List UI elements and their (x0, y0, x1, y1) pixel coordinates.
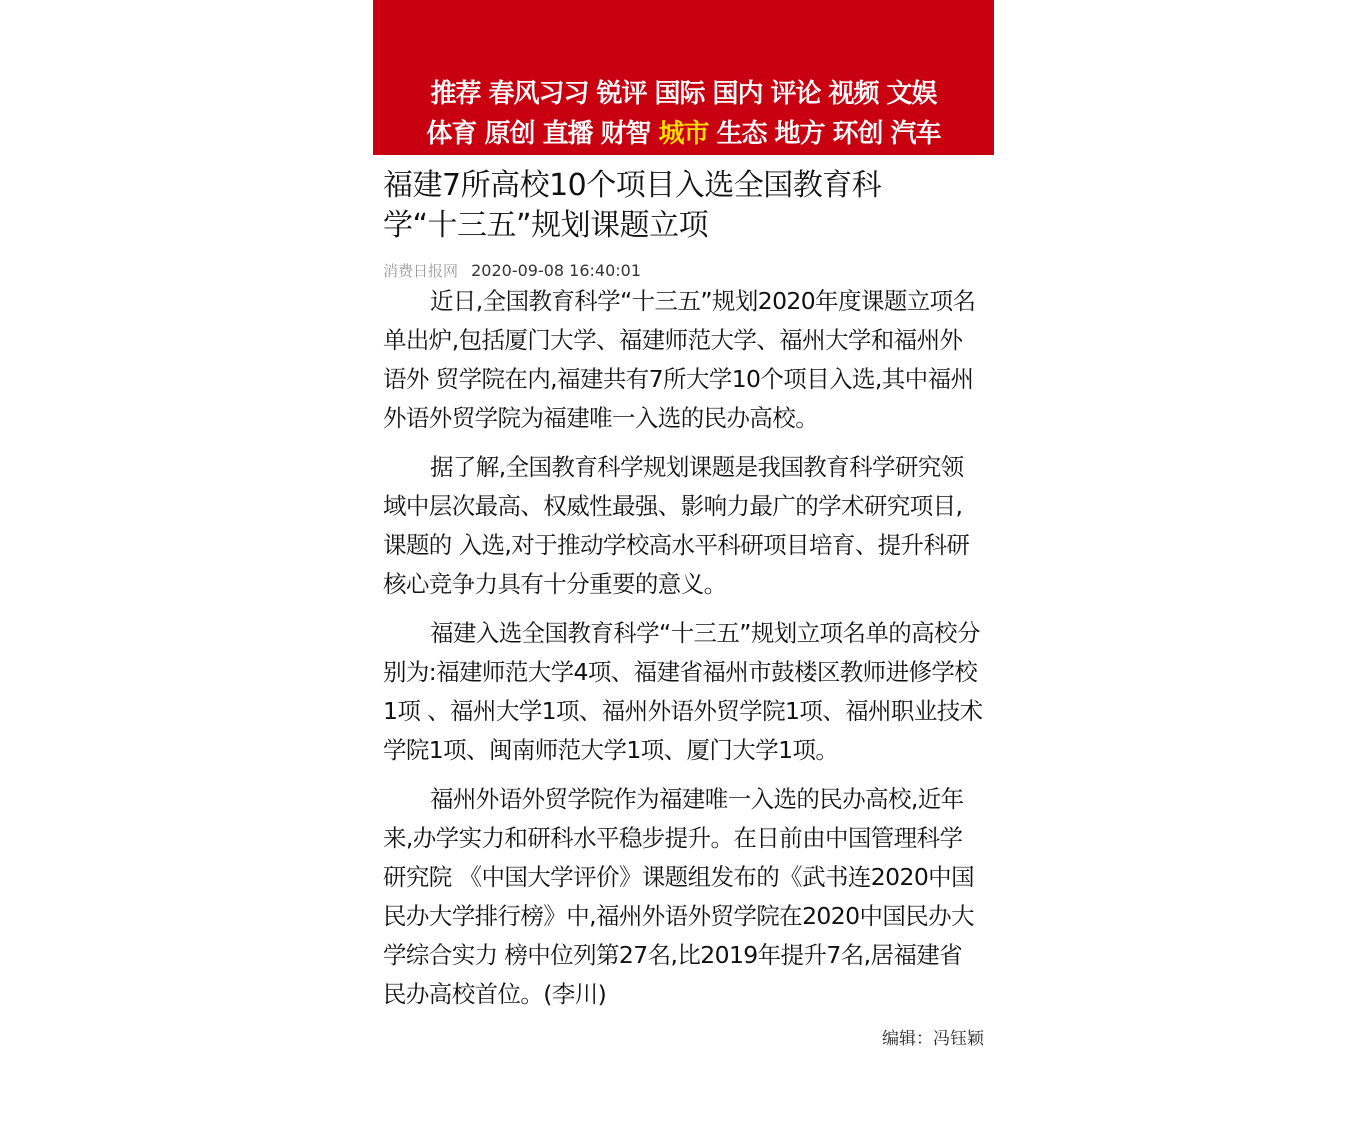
article-editor: 编辑：冯钰颖 (882, 1029, 984, 1049)
nav-item-video[interactable]: 视频 (828, 79, 879, 109)
nav-item-sharp-comment[interactable]: 锐评 (596, 79, 647, 109)
article-source[interactable]: 消费日报网 (383, 262, 459, 280)
nav-item-live[interactable]: 直播 (542, 119, 593, 149)
nav-item-local[interactable]: 地方 (774, 119, 825, 149)
nav-item-finance[interactable]: 财智 (600, 119, 651, 149)
nav-item-international[interactable]: 国际 (654, 79, 705, 109)
nav-item-entertainment[interactable]: 文娱 (886, 79, 937, 109)
nav-item-environment[interactable]: 环创 (832, 119, 883, 149)
page (373, 0, 994, 1049)
article-paragraph: 据了解,全国教育科学规划课题是我国教育科学研究领域中层次最高、权威性最强、影响力最广的学术研究项目,课题的 入选,对于推动学校高水平科研项目培育、提升科研核心竞争力具有十分重要的意义。 (383, 453, 970, 598)
article (373, 166, 994, 1049)
nav-item-auto[interactable]: 汽车 (890, 119, 941, 149)
nav-item-commentary[interactable]: 评论 (770, 79, 821, 109)
nav-row-1 (373, 74, 994, 114)
nav-item-sports[interactable]: 体育 (426, 119, 477, 149)
nav-row-2 (373, 114, 994, 154)
nav-item-city[interactable]: 城市 (658, 119, 709, 149)
nav-item-domestic[interactable]: 国内 (712, 79, 763, 109)
article-timestamp: 2020-09-08 16:40:01 (471, 261, 642, 280)
article-meta (383, 260, 984, 282)
article-paragraph: 近日,全国教育科学“十三五”规划2020年度课题立项名单出炉,包括厦门大学、福建师范大学、福州大学和福州外语外 贸学院在内,福建共有7所大学10个项目入选,其中福州外语外贸学院为福建唯一入选的民办高校。 (383, 287, 976, 432)
nav-item-recommend[interactable]: 推荐 (430, 79, 481, 109)
article-paragraph: 福建入选全国教育科学“十三五”规划立项名单的高校分别为:福建师范大学4项、福建省福州市鼓楼区教师进修学校1项 、福州大学1项、福州外语外贸学院1项、福州职业技术学院1项、闽南师范大学1项、厦门大学1项。 (383, 619, 983, 764)
article-title: 福建7所高校10个项目入选全国教育科学“十三五”规划课题立项 (383, 168, 882, 243)
nav-item-original[interactable]: 原创 (484, 119, 535, 149)
article-paragraph: 福州外语外贸学院作为福建唯一入选的民办高校,近年来,办学实力和研科水平稳步提升。在日前由中国管理科学研究院 《中国大学评价》课题组发布的《武书连2020中国民办大学排行榜》中,福州外语外贸学院在2020中国民办大学综合实力 榜中位列第27名,比2019年提升7名,居福建省民办高校首位。(李川) (383, 785, 974, 1008)
top-nav-bar (373, 0, 994, 155)
article-body (383, 282, 984, 1014)
nav-item-ecology[interactable]: 生态 (716, 119, 767, 149)
nav-item-spring-breeze[interactable]: 春风习习 (488, 79, 589, 109)
